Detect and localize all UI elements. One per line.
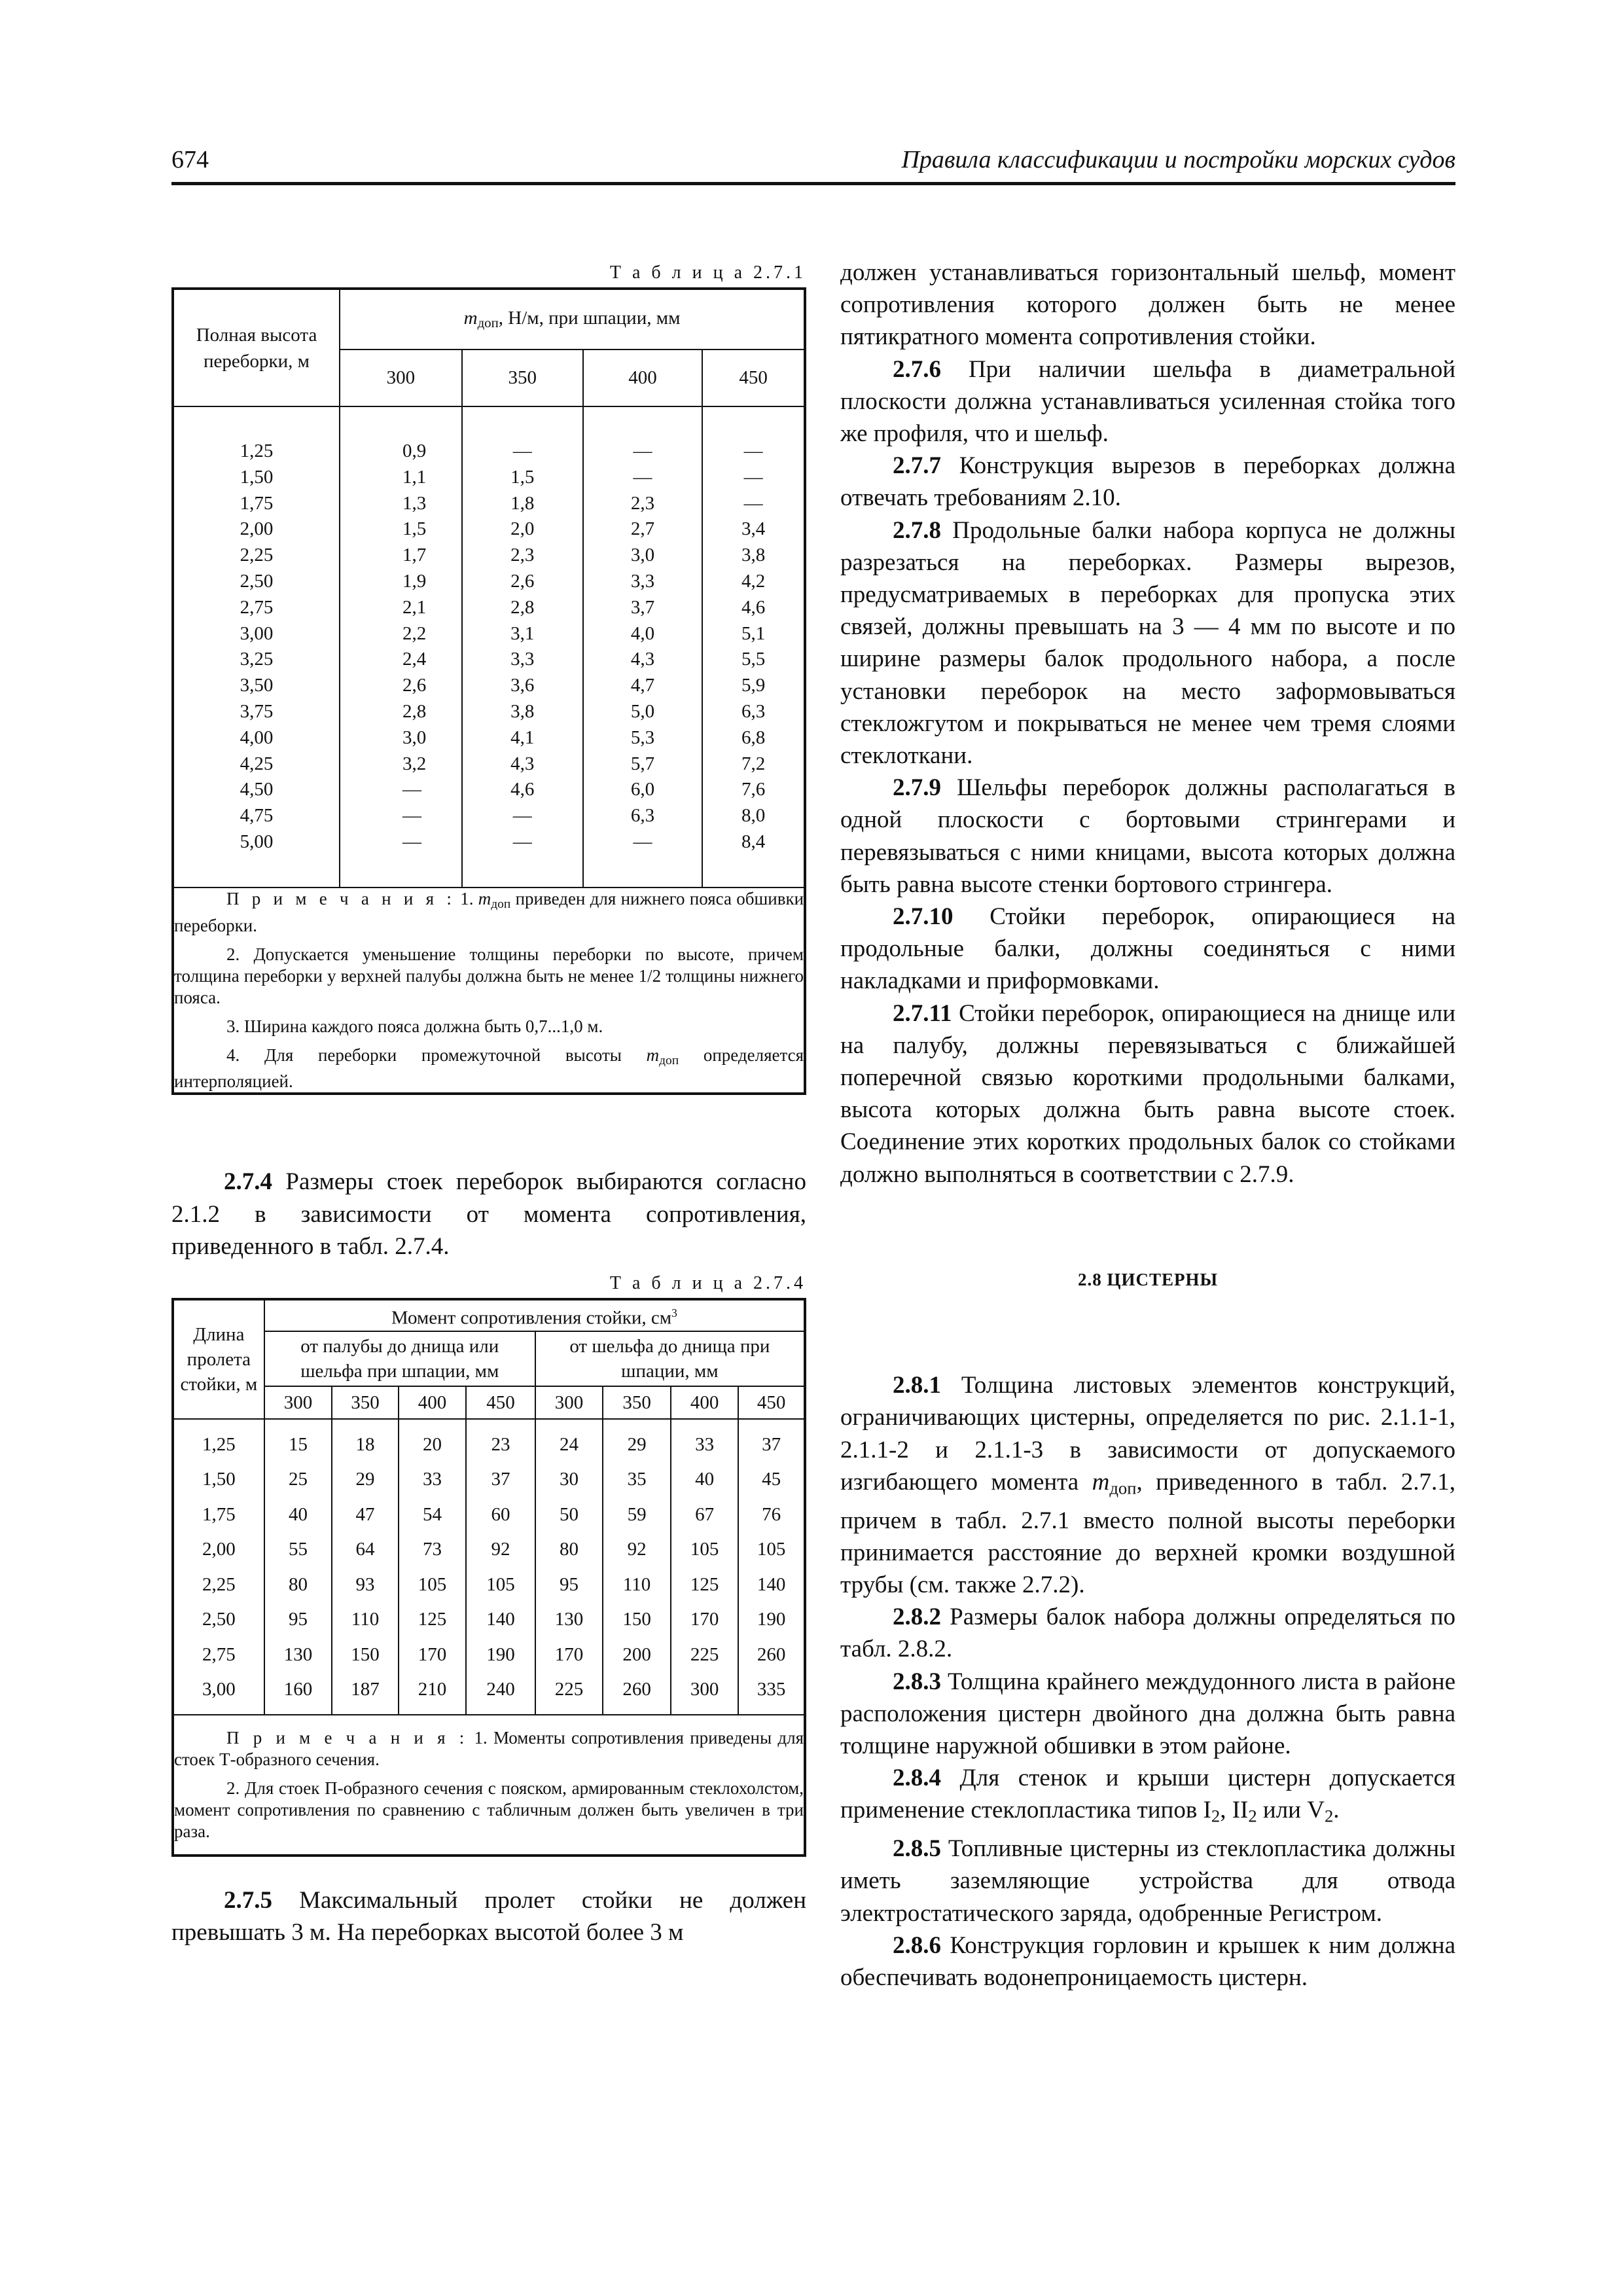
height-value: 4,25 xyxy=(240,753,274,774)
note-2: 2. Допускается уменьшение толщины переборки по высоте, причем толщина переборки у верхней палубы должна быть не менее 1/2 толщины нижнего пояса. xyxy=(174,944,804,1007)
table-cell: 6,8 xyxy=(741,726,766,748)
moment-column xyxy=(535,1419,603,1715)
table-cell: 40 xyxy=(695,1469,715,1490)
table-cell: 59 xyxy=(627,1503,647,1525)
moment-column xyxy=(264,1419,332,1715)
table-cell: 6,0 xyxy=(630,779,655,800)
moment-column xyxy=(738,1419,805,1715)
table-2-7-4-spacing: 300 xyxy=(535,1386,603,1419)
table-cell: 4,2 xyxy=(741,570,766,592)
table-cell: 67 xyxy=(695,1503,715,1525)
paragraph-2-7-6: 2.7.6 При наличии шельфа в диаметральной плоскости должна устанавливаться усиленная стойка того же профиля, что и шельф. xyxy=(840,355,1456,448)
table-cell: 3,7 xyxy=(630,596,655,618)
table-cell: 40 xyxy=(288,1503,308,1525)
table-cell: 24 xyxy=(560,1433,579,1455)
height-value: 3,25 xyxy=(240,649,274,670)
height-value: 4,75 xyxy=(240,805,274,827)
paragraph-2-7-9: 2.7.9 Шельфы переборок должны располагаться в одной плоскости с бортовыми стрингерами и перевязываться с ними кницами, высота которых должна быть равна высоте стенки бортового стрингера. xyxy=(840,774,1455,898)
table-cell: 73 xyxy=(423,1539,442,1560)
table-cell: 3,8 xyxy=(741,545,766,566)
table-cell: 95 xyxy=(560,1573,579,1595)
table-cell: 5,0 xyxy=(630,700,655,722)
table-cell: 3,4 xyxy=(741,518,766,540)
table-cell: 150 xyxy=(622,1609,651,1630)
page-header xyxy=(171,145,1455,185)
table-2-7-4 xyxy=(171,1298,806,1857)
paragraph-2-8-3: 2.8.3 Толщина крайнего междудонного листа в районе расположения цистерн двойного дна должна быть равна толщине наружной обшивки в этом районе. xyxy=(840,1668,1455,1759)
table-cell: 29 xyxy=(355,1469,375,1490)
table-cell: 95 xyxy=(288,1609,308,1630)
group-header-rest: , Н/м, при шпации, мм xyxy=(498,307,681,329)
table-2-7-1-col0-header: Полная высота переборки, м xyxy=(173,289,340,406)
table-cell: 170 xyxy=(418,1643,447,1665)
table-2-7-4-col0-header: Длина пролета стойки, м xyxy=(173,1299,264,1419)
table-2-7-4-spacing: 350 xyxy=(332,1386,399,1419)
table-cell: 190 xyxy=(486,1643,515,1665)
table-cell: 2,4 xyxy=(402,649,427,670)
table-2-7-1-caption: Т а б л и ц а 2.7.1 xyxy=(609,262,806,283)
height-value: 2,00 xyxy=(240,518,274,540)
table-cell: 5,5 xyxy=(741,649,766,670)
moment-column xyxy=(466,1419,535,1715)
paragraph-2-8-6: 2.8.6 Конструкция горловин и крышек к ним должна обеспечивать водонепроницаемость цистерн. xyxy=(840,1931,1455,1992)
table-cell: 2,3 xyxy=(630,492,655,514)
height-value: 3,00 xyxy=(240,622,274,644)
table-cell: 4,0 xyxy=(630,622,655,644)
table-cell: — xyxy=(743,466,763,488)
paragraph-2-8-5: 2.8.5 Топливные цистерны из стеклопластика должны иметь заземляющие устройства для отвода электростатического заряда, одобренные Регистром. xyxy=(840,1835,1456,1927)
note-1: П р и м е ч а н и я : 1. Моменты сопротивления приведены для стоек Т-образного сечения. xyxy=(174,1727,804,1769)
table-cell: 3,3 xyxy=(510,649,535,670)
table-2-7-1 xyxy=(171,287,806,1095)
table-cell: 105 xyxy=(418,1573,447,1595)
table-cell: 260 xyxy=(622,1679,651,1700)
table-cell: 80 xyxy=(560,1539,579,1560)
moment-column xyxy=(671,1419,739,1715)
table-cell: 105 xyxy=(757,1539,786,1560)
table-cell: 93 xyxy=(355,1573,375,1595)
table-2-7-1-notes xyxy=(173,888,805,1094)
spans-column xyxy=(173,1419,264,1715)
span-value: 2,75 xyxy=(202,1643,236,1665)
height-value: 4,50 xyxy=(240,779,274,800)
paragraph-2-7-4: 2.7.4 Размеры стоек переборок выбираются согласно 2.1.2 в зависимости от момента сопротивления, приведенного в табл. 2.7.4. xyxy=(171,1168,806,1260)
table-cell: 76 xyxy=(762,1503,781,1525)
table-2-7-4-spacing: 450 xyxy=(466,1386,535,1419)
height-value: 3,50 xyxy=(240,675,274,696)
m-sub: доп xyxy=(477,315,499,331)
table-cell: 2,0 xyxy=(510,518,535,540)
table-cell: 3,0 xyxy=(630,545,655,566)
table-cell: 1,1 xyxy=(402,466,427,488)
table-cell: 0,9 xyxy=(402,440,427,461)
table-cell: 55 xyxy=(288,1539,308,1560)
table-cell: 170 xyxy=(690,1609,719,1630)
m-sym: m xyxy=(463,307,478,329)
table-2-7-4-spacing: 300 xyxy=(264,1386,332,1419)
table-cell: 187 xyxy=(351,1679,380,1700)
table-cell: 4,6 xyxy=(741,596,766,618)
note-2: 2. Для стоек П-образного сечения с пояском, армированным стеклохолстом, момент сопротивления по сравнению с табличным должен быть увеличен в три раза. xyxy=(174,1778,804,1841)
section-title: 2.8 ЦИСТЕРНЫ xyxy=(1077,1269,1219,1289)
table-cell: 3,8 xyxy=(510,700,535,722)
table-cell: 110 xyxy=(351,1609,380,1630)
table-cell: 2,6 xyxy=(510,570,535,592)
table-cell: 4,3 xyxy=(510,753,535,774)
table-cell: 54 xyxy=(423,1503,442,1525)
table-cell: 130 xyxy=(554,1609,584,1630)
moment-column xyxy=(332,1419,399,1715)
table-cell: 25 xyxy=(288,1469,308,1490)
table-cell: — xyxy=(512,440,532,461)
table-cell: 240 xyxy=(486,1679,515,1700)
table-cell: 5,3 xyxy=(630,726,655,748)
table-cell: 33 xyxy=(695,1433,715,1455)
running-title: Правила классификации и постройки морских судов xyxy=(901,146,1455,173)
table-cell: 5,7 xyxy=(630,753,655,774)
height-value: 2,75 xyxy=(240,596,274,618)
table-cell: 33 xyxy=(423,1469,442,1490)
table-2-7-4-spacing: 450 xyxy=(738,1386,805,1419)
table-cell: 300 xyxy=(690,1679,719,1700)
table-cell: 4,1 xyxy=(510,726,535,748)
table-cell: 4,6 xyxy=(510,779,535,800)
table-cell: 225 xyxy=(690,1643,719,1665)
table-2-7-4-notes xyxy=(173,1715,805,1856)
table-cell: 50 xyxy=(560,1503,579,1525)
table-cell: 2,3 xyxy=(510,545,535,566)
values-300-column xyxy=(340,406,462,888)
table-cell: 3,2 xyxy=(402,753,427,774)
table-cell: 1,8 xyxy=(510,492,535,514)
height-value: 1,75 xyxy=(240,492,274,514)
table-cell: 35 xyxy=(627,1469,647,1490)
table-cell: 2,8 xyxy=(510,596,535,618)
span-value: 2,50 xyxy=(202,1609,236,1630)
paragraph-2-8-2: 2.8.2 Размеры балок набора должны определяться по табл. 2.8.2. xyxy=(840,1604,1456,1663)
values-400-column xyxy=(583,406,703,888)
table-cell: 37 xyxy=(491,1469,510,1490)
page-number: 674 xyxy=(171,146,209,173)
height-value: 1,25 xyxy=(240,440,274,461)
table-cell: 2,6 xyxy=(402,675,427,696)
paragraph-2-7-8: 2.7.8 Продольные балки набора корпуса не должны разрезаться на переборках. Размеры вырезов, предусматриваемых в переборках для пропуска этих связей, должны превышать на 3 — 4 мм по высоте и по ширине размеры балок продольного набора, а после установки переборок на место заформовываться стекложгутом и покрываться не менее чем тремя слоями стеклоткани. xyxy=(840,516,1456,770)
paragraph-2-8-1: 2.8.1 Толщина листовых элементов конструкций, ограничивающих цистерны, определяется по рис. 2.1.1-1, 2.1.1-2 и 2.1.1-3 в зависимости от допускаемого изгибающего момента $m_{доп}$, приведенного в табл. 2.7.1, причем в табл. 2.7.1 вместо полной высоты переборки принимается расстояние до верхней кромки воздушной трубы (см. также 2.7.2). xyxy=(840,1372,1456,1598)
table-2-7-4-subheader-b: от шельфа до днища при шпации, мм xyxy=(535,1331,805,1386)
table-cell: 45 xyxy=(762,1469,781,1490)
height-value: 3,75 xyxy=(240,700,274,722)
height-value: 1,50 xyxy=(240,466,274,488)
table-cell: 3,3 xyxy=(630,570,655,592)
values-450-column xyxy=(702,406,805,888)
table-cell: 23 xyxy=(491,1433,510,1455)
table-cell: — xyxy=(402,779,422,800)
table-cell: — xyxy=(402,831,422,852)
table-cell: 37 xyxy=(762,1433,781,1455)
note-3: 3. Ширина каждого пояса должна быть 0,7...1,0 м. xyxy=(226,1016,603,1036)
span-value: 2,00 xyxy=(202,1539,236,1560)
table-cell: 4,7 xyxy=(630,675,655,696)
table-cell: 150 xyxy=(351,1643,380,1665)
table-cell: 335 xyxy=(757,1679,786,1700)
span-value: 1,50 xyxy=(202,1469,236,1490)
table-cell: 3,1 xyxy=(510,622,535,644)
table-cell: 80 xyxy=(288,1573,308,1595)
table-cell: 125 xyxy=(690,1573,719,1595)
table-cell: 6,3 xyxy=(741,700,766,722)
height-value: 4,00 xyxy=(240,726,274,748)
table-cell: 5,1 xyxy=(741,622,766,644)
table-cell: 2,8 xyxy=(402,700,427,722)
table-cell: 8,0 xyxy=(741,805,766,827)
table-cell: 3,0 xyxy=(402,726,427,748)
paragraph-2-7-10: 2.7.10 Стойки переборок, опирающиеся на продольные балки, должны соединяться с ними накладками и приформовками. xyxy=(840,903,1455,995)
heights-column xyxy=(173,406,340,888)
table-cell: 47 xyxy=(355,1503,375,1525)
table-cell: 8,4 xyxy=(741,831,766,852)
table-2-7-1-spacing: 300 xyxy=(340,350,462,406)
table-cell: — xyxy=(512,805,532,827)
table-cell: — xyxy=(743,492,763,514)
table-cell: 18 xyxy=(355,1433,375,1455)
table-cell: 1,9 xyxy=(402,570,427,592)
table-cell: 92 xyxy=(627,1539,647,1560)
table-cell: 260 xyxy=(757,1643,786,1665)
note-4: 4. Для переборки промежуточной высоты $m_{доп}$ определяется интерполяцией. xyxy=(174,1045,804,1092)
values-350-column xyxy=(462,406,583,888)
table-cell: 7,2 xyxy=(741,753,766,774)
table-cell: 1,7 xyxy=(402,545,427,566)
height-value: 2,25 xyxy=(240,545,274,566)
table-cell: 2,1 xyxy=(402,596,427,618)
table-cell: 5,9 xyxy=(741,675,766,696)
paragraph-2-7-5: 2.7.5 Максимальный пролет стойки не должен превышать 3 м. На переборках высотой более 3 м xyxy=(171,1886,806,1946)
table-2-7-4-caption: Т а б л и ц а 2.7.4 xyxy=(609,1273,806,1294)
table-cell: — xyxy=(633,831,652,852)
table-cell: 2,2 xyxy=(402,622,427,644)
table-cell: 60 xyxy=(491,1503,510,1525)
table-2-7-4-spacing: 400 xyxy=(671,1386,739,1419)
table-cell: 1,3 xyxy=(402,492,427,514)
table-cell: 210 xyxy=(418,1679,447,1700)
table-cell: 125 xyxy=(418,1609,447,1630)
table-2-7-4-spacing: 350 xyxy=(603,1386,671,1419)
right-column xyxy=(840,257,1455,1994)
table-cell: 1,5 xyxy=(402,518,427,540)
table-cell: 4,3 xyxy=(630,649,655,670)
table-cell: 6,3 xyxy=(630,805,655,827)
paragraph-2-8-4: 2.8.4 Для стенок и крыши цистерн допускается применение стеклопластика типов $I_2$, $II_2$ или $V_2$. xyxy=(840,1765,1455,1827)
table-cell: — xyxy=(633,440,652,461)
table-cell: — xyxy=(743,440,763,461)
table-cell: 2,7 xyxy=(630,518,655,540)
paragraph-2-7-7: 2.7.7 Конструкция вырезов в переборках должна отвечать требованиям 2.10. xyxy=(840,452,1456,512)
table-cell: — xyxy=(512,831,532,852)
table-cell: 200 xyxy=(622,1643,651,1665)
span-value: 1,25 xyxy=(202,1433,236,1455)
moment-column xyxy=(603,1419,671,1715)
moment-column xyxy=(399,1419,467,1715)
table-cell: 190 xyxy=(757,1609,786,1630)
table-cell: 92 xyxy=(491,1539,510,1560)
height-value: 2,50 xyxy=(240,570,274,592)
table-cell: 140 xyxy=(486,1609,515,1630)
span-value: 1,75 xyxy=(202,1503,236,1525)
paragraph-2-7-11: 2.7.11 Стойки переборок, опирающиеся на днище или на палубу, должны перевязываться с ближайшей поперечной связью короткими продольными балками, высота которых должна быть равна высоте стоек. Соединение этих коротких продольных балок со стойками должно выполняться в соответствии с 2.7.9. xyxy=(840,999,1455,1188)
table-cell: — xyxy=(402,805,422,827)
table-2-7-1-spacing: 400 xyxy=(583,350,703,406)
table-cell: 3,6 xyxy=(510,675,535,696)
table-cell: — xyxy=(633,466,652,488)
table-cell: 130 xyxy=(283,1643,313,1665)
paragraph-continued: должен устанавливаться горизонтальный шельф, момент сопротивления которого должен быть не менее пятикратного момента сопротивления стойки. xyxy=(840,259,1455,351)
table-cell: 30 xyxy=(560,1469,579,1490)
table-cell: 20 xyxy=(423,1433,442,1455)
table-cell: 225 xyxy=(554,1679,584,1700)
table-2-7-1-group-header xyxy=(340,289,805,350)
table-2-7-1-spacing: 450 xyxy=(702,350,805,406)
table-2-7-1-spacing: 350 xyxy=(462,350,583,406)
table-cell: 1,5 xyxy=(510,466,535,488)
table-cell: 15 xyxy=(288,1433,308,1455)
span-value: 2,25 xyxy=(202,1573,236,1595)
table-2-7-4-spacing: 400 xyxy=(399,1386,467,1419)
table-cell: 105 xyxy=(486,1573,515,1595)
left-column xyxy=(171,259,806,1948)
table-cell: 29 xyxy=(627,1433,647,1455)
note-1: П р и м е ч а н и я : 1. $m_{доп}$ приведен для нижнего пояса обшивки переборки. xyxy=(174,888,804,935)
table-cell: 170 xyxy=(554,1643,584,1665)
table-cell: 64 xyxy=(355,1539,375,1560)
table-2-7-4-group-header: Момент сопротивления стойки, $см^3$ xyxy=(264,1299,805,1331)
height-value: 5,00 xyxy=(240,831,274,852)
table-cell: 160 xyxy=(283,1679,313,1700)
table-2-7-4-subheader-a: от палубы до днища или шельфа при шпации, мм xyxy=(264,1331,535,1386)
table-cell: 110 xyxy=(622,1573,651,1595)
table-cell: 7,6 xyxy=(741,779,766,800)
span-value: 3,00 xyxy=(202,1679,236,1700)
table-cell: 140 xyxy=(757,1573,786,1595)
table-cell: 105 xyxy=(690,1539,719,1560)
